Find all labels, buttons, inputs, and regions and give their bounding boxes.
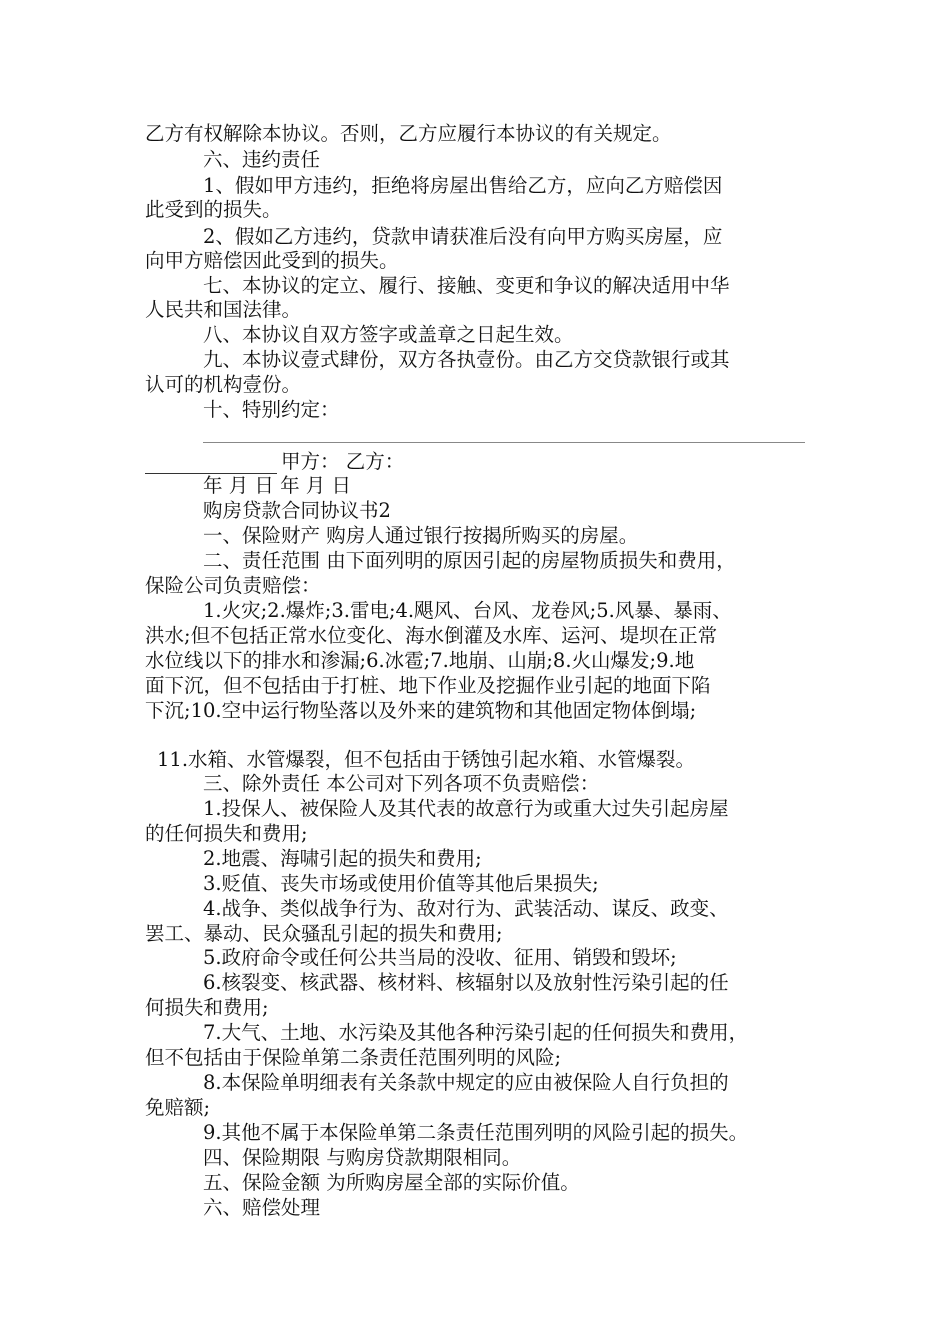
signature-blank	[145, 453, 277, 474]
text-line: 免赔额;	[145, 1096, 211, 1119]
text-line: 2.地震、海啸引起的损失和费用;	[203, 847, 482, 870]
signature-labels: 甲方： 乙方：	[281, 450, 405, 473]
text-line: 但不包括由于保险单第二条责任范围列明的风险;	[145, 1046, 562, 1069]
blank-rule	[203, 442, 805, 443]
text-line: 九、本协议壹式肆份，双方各执壹份。由乙方交贷款银行或其	[203, 348, 730, 371]
text-line: 七、本协议的定立、履行、接触、变更和争议的解决适用中华	[203, 274, 730, 297]
text-line: 1、假如甲方违约，拒绝将房屋出售给乙方，应向乙方赔偿因	[203, 174, 723, 197]
text-line: 3.贬值、丧失市场或使用价值等其他后果损失;	[203, 872, 599, 895]
signature-line	[145, 450, 404, 474]
text-line: 7.大气、土地、水污染及其他各种污染引起的任何损失和费用，	[203, 1021, 749, 1044]
text-line: 何损失和费用;	[145, 996, 269, 1019]
section-heading: 十、特别约定：	[203, 398, 340, 421]
text-line: 此受到的损失。	[145, 198, 282, 221]
text-line: 9.其他不属于本保险单第二条责任范围列明的风险引起的损失。	[203, 1121, 749, 1144]
text-line: 4.战争、类似战争行为、敌对行为、武装活动、谋反、政变、	[203, 897, 729, 920]
text-line: 保险公司负责赔偿：	[145, 574, 321, 597]
section-heading: 四、保险期限 与购房贷款期限相同。	[203, 1146, 522, 1169]
text-line: 下沉;10.空中运行物坠落以及外来的建筑物和其他固定物体倒塌;	[145, 699, 697, 722]
text-line: 8.本保险单明细表有关条款中规定的应由被保险人自行负担的	[203, 1071, 729, 1094]
date-line: 年 月 日 年 月 日	[203, 474, 351, 497]
text-line: 面下沉，但不包括由于打桩、地下作业及挖掘作业引起的地面下陷	[145, 674, 711, 697]
text-line: 洪水;但不包括正常水位变化、海水倒灌及水库、运河、堤坝在正常	[145, 624, 718, 647]
section-heading: 三、除外责任 本公司对下列各项不负责赔偿：	[203, 772, 600, 795]
text-line: 八、本协议自双方签字或盖章之日起生效。	[203, 323, 574, 346]
text-line: 6.核裂变、核武器、核材料、核辐射以及放射性污染引起的任	[203, 971, 729, 994]
text-line: 1.投保人、被保险人及其代表的故意行为或重大过失引起房屋	[203, 797, 729, 820]
text-line: 5.政府命令或任何公共当局的没收、征用、销毁和毁坏;	[203, 946, 677, 969]
text-line: 罢工、暴动、民众骚乱引起的损失和费用;	[145, 922, 503, 945]
text-line: 人民共和国法律。	[145, 298, 302, 321]
text-line: 1.火灾;2.爆炸;3.雷电;4.飓风、台风、龙卷风;5.风暴、暴雨、	[203, 599, 732, 622]
section-heading: 一、保险财产 购房人通过银行按揭所购买的房屋。	[203, 524, 639, 547]
section-heading: 六、违约责任	[203, 148, 321, 171]
section-heading: 二、责任范围 由下面列明的原因引起的房屋物质损失和费用，	[203, 549, 736, 572]
text-line: 认可的机构壹份。	[145, 373, 302, 396]
section-heading: 六、赔偿处理	[203, 1196, 321, 1219]
document-title: 购房贷款合同协议书2	[203, 499, 391, 522]
text-line: 乙方有权解除本协议。否则，乙方应履行本协议的有关规定。	[145, 122, 672, 145]
section-heading: 五、保险金额 为所购房屋全部的实际价值。	[203, 1171, 580, 1194]
text-line: 水位线以下的排水和渗漏;6.冰雹;7.地崩、山崩;8.火山爆发;9.地	[145, 649, 695, 672]
text-line: 向甲方赔偿因此受到的损失。	[145, 249, 399, 272]
text-line: 的任何损失和费用;	[145, 822, 308, 845]
text-line: 2、假如乙方违约，贷款申请获准后没有向甲方购买房屋，应	[203, 225, 723, 248]
text-line: 11.水箱、水管爆裂，但不包括由于锈蚀引起水箱、水管爆裂。	[157, 748, 696, 771]
